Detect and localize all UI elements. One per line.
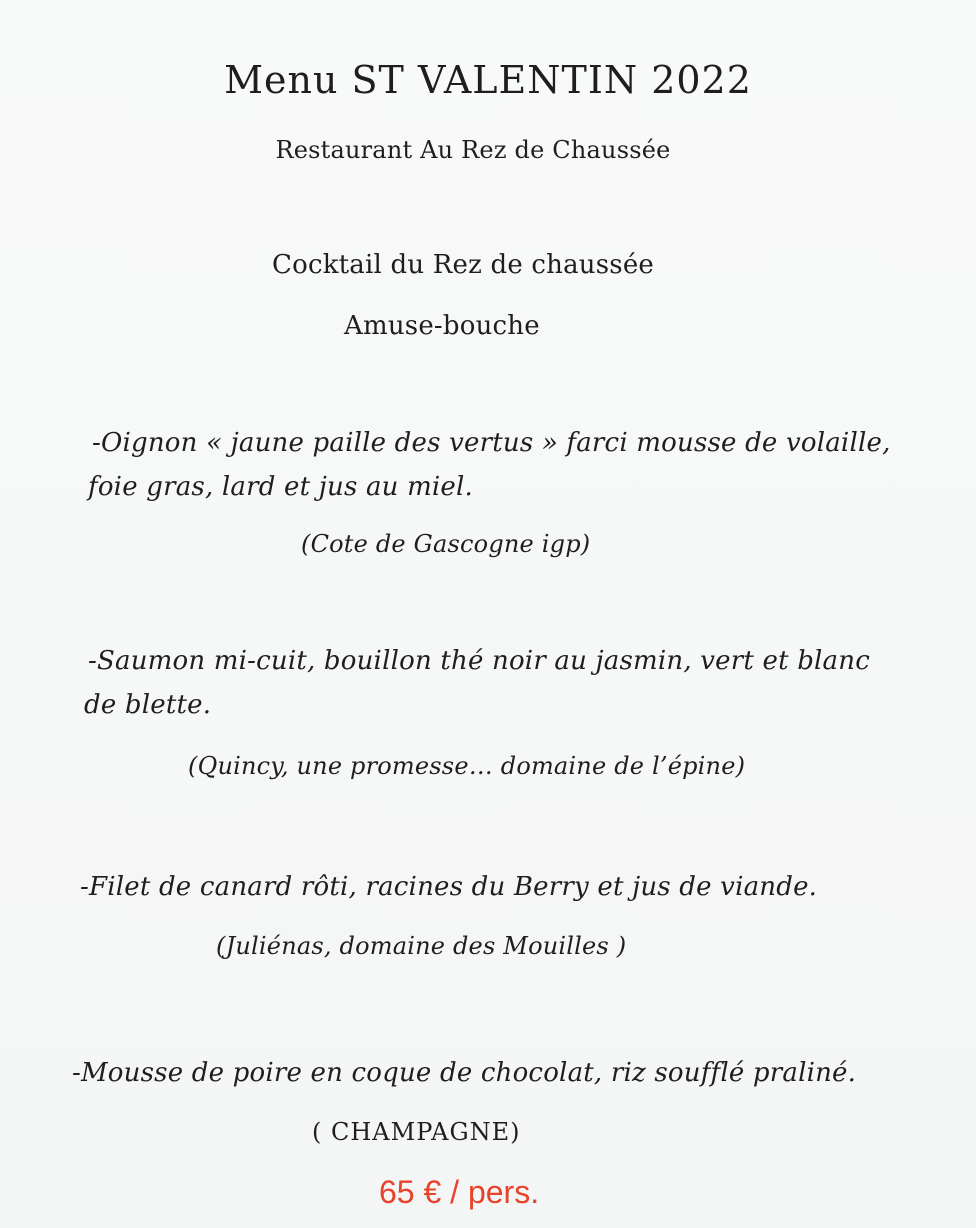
course-2-line-1: -Saumon mi-cuit, bouillon thé noir au jasmin, vert et blanc (88, 646, 870, 676)
course-1-wine: (Cote de Gascogne igp) (301, 530, 591, 558)
course-4-wine: ( CHAMPAGNE) (312, 1118, 521, 1146)
course-1-line-1: -Oignon « jaune paille des vertus » farci mousse de volaille, (92, 428, 891, 458)
course-1-line-2: foie gras, lard et jus au miel. (88, 472, 474, 502)
course-2-line-2: de blette. (84, 690, 212, 720)
course-2-wine: (Quincy, une promesse… domaine de l’épine) (188, 752, 746, 780)
menu-title: Menu ST VALENTIN 2022 (224, 58, 752, 102)
course-4-line-1: -Mousse de poire en coque de chocolat, riz soufflé praliné. (72, 1058, 857, 1088)
cocktail-item: Cocktail du Rez de chaussée (272, 250, 654, 280)
course-3-wine: (Juliénas, domaine des Mouilles ) (216, 932, 627, 960)
restaurant-name: Restaurant Au Rez de Chaussée (275, 136, 671, 164)
course-3-line-1: -Filet de canard rôti, racines du Berry et jus de viande. (80, 872, 818, 902)
price-label: 65 € / pers. (379, 1174, 540, 1210)
amuse-bouche-item: Amuse-bouche (344, 311, 540, 341)
